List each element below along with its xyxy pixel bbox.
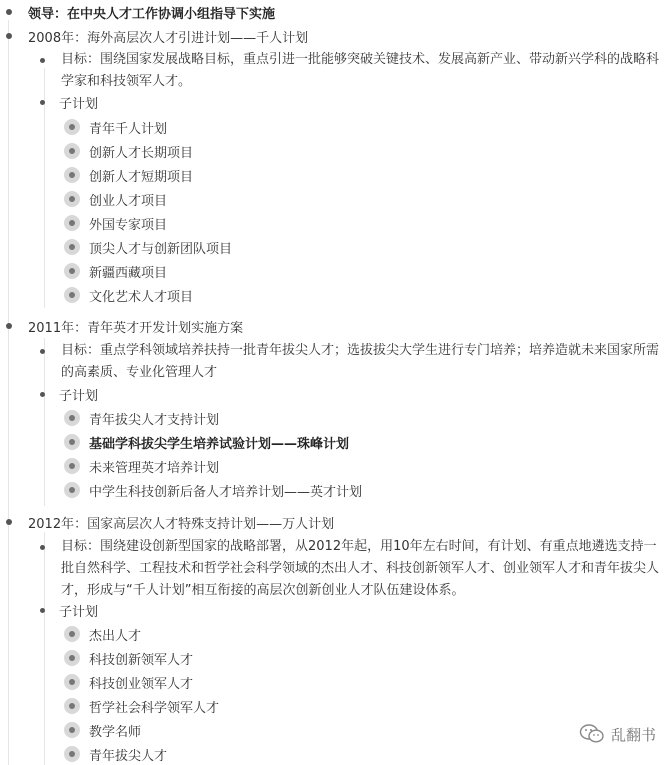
list-item: 中学生科技创新后备人才培养计划——英才计划 — [64, 480, 362, 500]
list-item: 教学名师 — [64, 720, 141, 740]
list-item: 青年拔尖人才支持计划 — [64, 408, 219, 428]
circle-bullet-icon — [64, 119, 80, 135]
watermark-text: 乱翻书 — [610, 725, 656, 744]
bullet-icon — [40, 545, 45, 550]
bullet-icon — [6, 9, 12, 15]
list-item: 顶尖人才与创新团队项目 — [64, 237, 232, 257]
indent-guide — [44, 532, 45, 765]
list-item: 未来管理英才培养计划 — [64, 456, 219, 476]
circle-bullet-icon — [64, 263, 80, 279]
circle-bullet-icon — [64, 410, 80, 426]
bullet-icon — [40, 349, 45, 354]
bullet-icon — [6, 519, 12, 525]
goal-bullet — [40, 341, 59, 361]
circle-bullet-icon — [64, 143, 80, 159]
list-item: 新疆西藏项目 — [64, 261, 167, 281]
list-item: 创业人才项目 — [64, 189, 167, 209]
section-goal: 目标：围绕国家发展战略目标，重点引进一批能够突破关键技术、发展高新产业、带动新兴学科的战略科学家和科技领军人才。 — [61, 52, 660, 89]
list-item: 青年拔尖人才 — [64, 744, 167, 764]
list-item: 杰出人才 — [64, 624, 141, 644]
sub-plan-label: 子计划 — [40, 384, 98, 404]
section-title: 2012年：国家高层次人才特殊支持计划——万人计划 — [6, 512, 334, 532]
goal-bullet — [40, 537, 59, 557]
leader-text: 领导：在中央人才工作协调小组指导下实施 — [28, 6, 276, 22]
section-title: 2011年：青年英才开发计划实施方案 — [6, 316, 243, 336]
list-item: 青年千人计划 — [64, 117, 167, 137]
sub-plan-label: 子计划 — [40, 600, 98, 620]
list-item: 基础学科拔尖学生培养试验计划——珠峰计划 — [64, 432, 349, 452]
section-goal: 目标：重点学科领域培养扶持一批青年拔尖人才；选拔拔尖大学生进行专门培养；培养造就未来国家所需的高素质、专业化管理人才 — [61, 343, 660, 380]
circle-bullet-icon — [64, 191, 80, 207]
bullet-icon — [40, 608, 45, 613]
bullet-icon — [40, 58, 45, 63]
circle-bullet-icon — [64, 746, 80, 762]
circle-bullet-icon — [64, 458, 80, 474]
circle-bullet-icon — [64, 722, 80, 738]
goal-bullet — [40, 50, 59, 70]
circle-bullet-icon — [64, 215, 80, 231]
circle-bullet-icon — [64, 674, 80, 690]
section-goal: 目标：围绕建设创新型国家的战略部署，从2012年起，用10年左右时间，有计划、有重点地遴选支持一批自然科学、工程技术和哲学社会科学领域的杰出人才、科技创新领军人才、创业领军人才和青年拔尖人才，形成与“千人计划”相互衔接的高层次创新创业人才队伍建设体系。 — [61, 539, 660, 598]
circle-bullet-icon — [64, 650, 80, 666]
list-item: 文化艺术人才项目 — [64, 285, 193, 305]
circle-bullet-icon — [64, 287, 80, 303]
list-item: 科技创新领军人才 — [64, 648, 193, 668]
circle-bullet-icon — [64, 167, 80, 183]
circle-bullet-icon — [64, 434, 80, 450]
leader-item — [6, 2, 275, 22]
bullet-icon — [6, 323, 12, 329]
circle-bullet-icon — [64, 482, 80, 498]
section-title: 2008年：海外高层次人才引进计划——千人计划 — [6, 26, 308, 46]
sub-plan-label: 子计划 — [40, 92, 98, 112]
bullet-icon — [6, 33, 12, 39]
list-item: 创新人才短期项目 — [64, 165, 193, 185]
circle-bullet-icon — [64, 698, 80, 714]
circle-bullet-icon — [64, 626, 80, 642]
wechat-icon — [579, 723, 605, 745]
indent-guide — [8, 20, 9, 765]
bullet-icon — [40, 100, 45, 105]
watermark — [579, 723, 656, 745]
circle-bullet-icon — [64, 239, 80, 255]
list-item: 哲学社会科学领军人才 — [64, 696, 219, 716]
bullet-icon — [40, 392, 45, 397]
list-item: 创新人才长期项目 — [64, 141, 193, 161]
indent-guide — [44, 338, 45, 506]
list-item: 外国专家项目 — [64, 213, 167, 233]
list-item: 科技创业领军人才 — [64, 672, 193, 692]
